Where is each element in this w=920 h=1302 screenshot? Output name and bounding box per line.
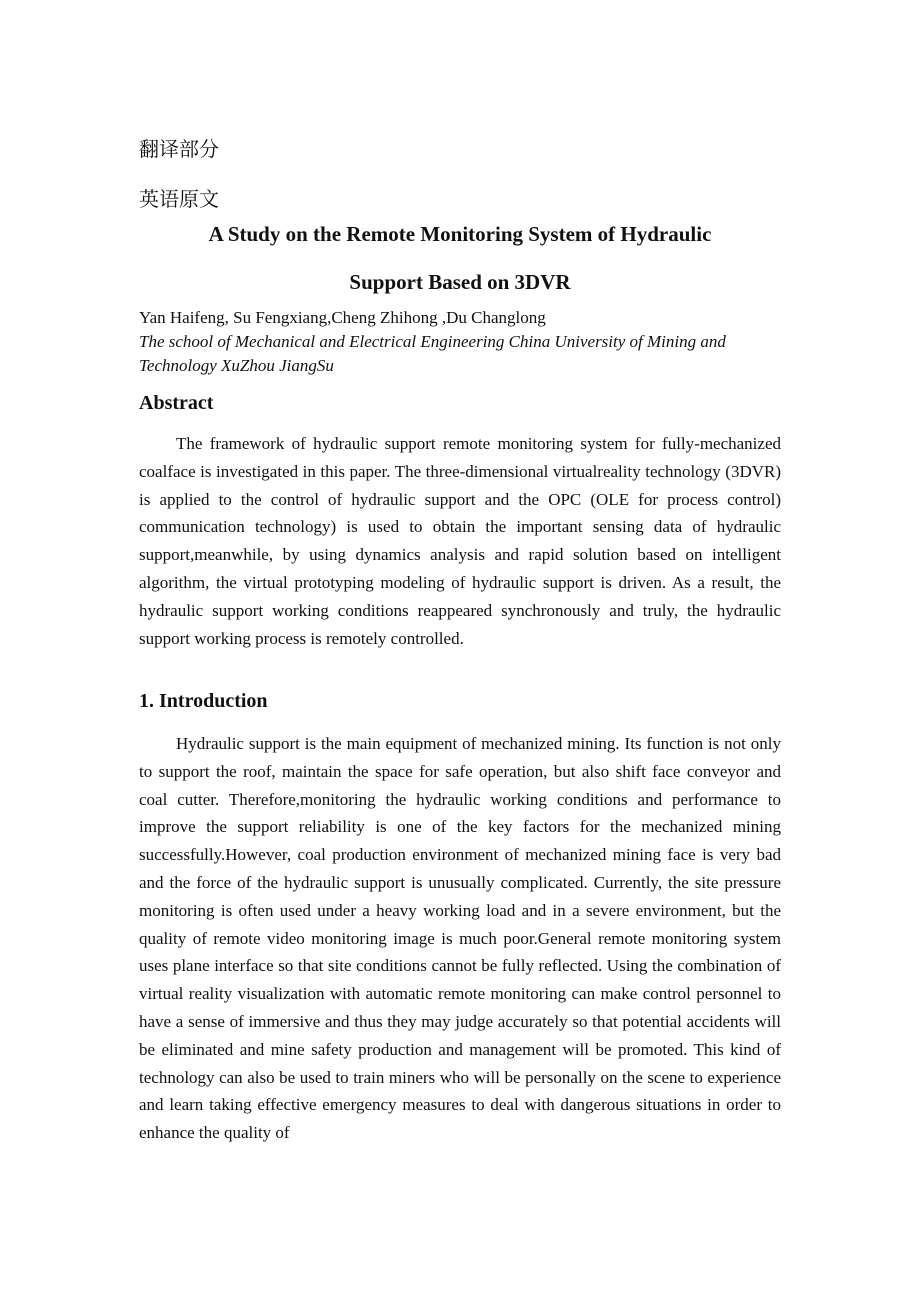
affiliation-line-1: The school of Mechanical and Electrical Engineering China University of Mining and (139, 332, 726, 351)
paper-title-line-2: Support Based on 3DVR (349, 270, 571, 294)
abstract-heading: Abstract (139, 392, 214, 414)
subsection-heading: 英语原文 (139, 187, 219, 211)
introduction-text: Hydraulic support is the main equipment of mechanized mining. Its function is not only to support the roof, maintain the space for safe operation, but also shift face conveyor and coal cutter. Therefore,monitoring the hydraulic working conditions and performance to improve the support reliability is one of the key factors for the mechanized mining successfully.However, coal production environment of mechanized mining face is very bad and the force of the hydraulic support is unusually complicated. Currently, the site pressure monitoring is often used under a heavy working load and in a severe environment, but the quality of remote video monitoring image is much poor.General remote monitoring system uses plane interface so that site conditions cannot be fully reflected. Using the combination of virtual reality visualization with automatic remote monitoring can make control personnel to have a sense of immersive and thus they may judge accurately so that potential accidents will be eliminated and mine safety production and management will be promoted. This kind of technology can also be used to train miners who will be personally on the scene to experience and learn taking effective emergency measures to deal with dangerous situations in order to enhance the quality of (139, 734, 781, 1143)
abstract-text: The framework of hydraulic support remote monitoring system for fully-mechanized coalface is investigated in this paper. The three-dimensional virtualreality technology (3DVR) is applied to the control of hydraulic support and the OPC (OLE for process control) communication technology) is used to obtain the important sensing data of hydraulic support,meanwhile, by using dynamics analysis and rapid solution based on intelligent algorithm, the virtual prototyping modeling of hydraulic support is driven. As a result, the hydraulic support working conditions reappeared synchronously and truly, the hydraulic support working process is remotely controlled. (139, 434, 781, 648)
authors: Yan Haifeng, Su Fengxiang,Cheng Zhihong ,Du Changlong (139, 308, 546, 327)
introduction-paragraph (139, 730, 781, 1147)
introduction-heading: 1. Introduction (139, 690, 268, 712)
abstract-paragraph (139, 430, 781, 652)
affiliation-line-2: Technology XuZhou JiangSu (139, 356, 334, 375)
section-heading: 翻译部分 (139, 137, 219, 161)
paper-title-line-1: A Study on the Remote Monitoring System of Hydraulic (208, 222, 712, 246)
